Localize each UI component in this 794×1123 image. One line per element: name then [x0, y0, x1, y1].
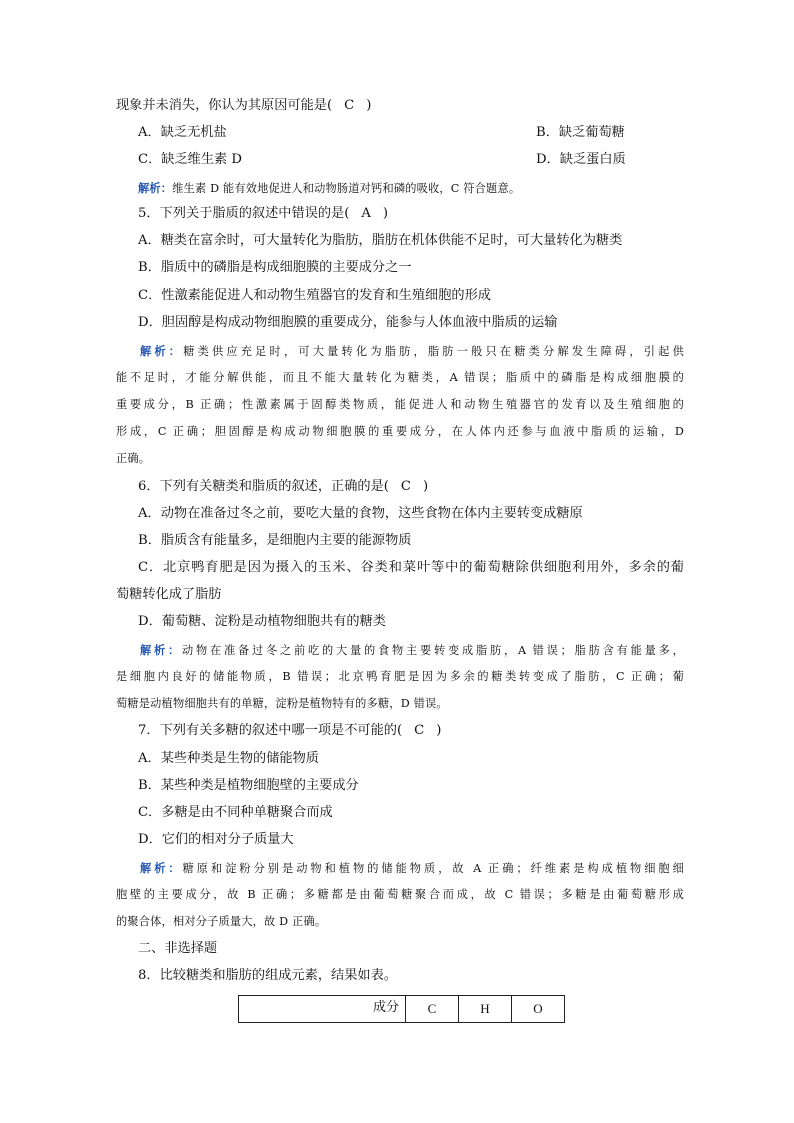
q7-option-b: B．某些种类是植物细胞壁的主要成分 — [138, 778, 359, 793]
q4-options-row2 — [138, 151, 684, 169]
q7-answer: C — [414, 723, 425, 738]
q7-option-d: D．它们的相对分子质量大 — [138, 832, 294, 847]
q5-answer: A — [361, 206, 371, 221]
q5-option-c: C．性激素能促进人和动物生殖器官的发育和生殖细胞的形成 — [138, 288, 491, 303]
q4-stem: 现象并未消失，你认为其原因可能是( C ) — [116, 98, 372, 113]
table-header-row — [239, 996, 565, 1023]
q6-option-d: D．葡萄糖、淀粉是动植物细胞共有的糖类 — [138, 614, 386, 629]
q7-option-a: A．某些种类是生物的储能物质 — [138, 751, 319, 766]
section-heading: 二、非选择题 — [138, 941, 218, 956]
q6-option-c-line1: C．北京鸭育肥是因为摄入的玉米、谷类和菜叶等中的葡萄糖除供细胞利用外，多余的葡 — [138, 560, 684, 575]
q5-explanation-line5: 正确。 — [116, 452, 151, 465]
q5-explanation-line1: 解析：糖类供应充足时，可大量转化为脂肪，脂肪一般只在糖类分解发生障碍，引起供 — [140, 344, 684, 358]
q5-explanation-line2: 能不足时，才能分解供能，而且不能大量转化为糖类，A 错误；脂质中的磷脂是构成细胞膜的 — [116, 371, 684, 384]
q5-option-b: B．脂质中的磷脂是构成细胞膜的主要成分之一 — [138, 260, 412, 275]
explanation-label: 解析： — [138, 181, 173, 195]
q4-explanation: 解析：维生素 D 能有效地促进人和动物肠道对钙和磷的吸收，C 符合题意。 — [138, 181, 521, 195]
q8-table — [238, 995, 565, 1023]
table-header-cell: O — [512, 996, 565, 1023]
q5-explanation-line4: 形成，C 正确；胆固醇是构成动物细胞膜的重要成分，在人体内还参与血液中脂质的运输，D — [116, 425, 684, 438]
q4-option-a: A．缺乏无机盐 — [138, 125, 227, 140]
q6-explanation-line2: 是细胞内良好的储能物质，B 错误；北京鸭育肥是因为多余的糖类转变成了脂肪，C 正确；葡 — [116, 670, 684, 683]
q6-answer: C — [400, 479, 412, 494]
table-header-cell: H — [459, 996, 512, 1023]
q4-answer: C — [344, 98, 355, 113]
q6-explanation-line1: 解析：动物在准备过冬之前吃的大量的食物主要转变成脂肪，A 错误；脂肪含有能量多， — [140, 643, 684, 657]
q5-stem: 5．下列关于脂质的叙述中错误的是( A ) — [138, 206, 389, 221]
q6-option-a: A．动物在准备过冬之前，要吃大量的食物，这些食物在体内主要转变成糖原 — [138, 506, 583, 521]
q7-stem: 7．下列有关多糖的叙述中哪一项是不可能的( C ) — [138, 723, 442, 738]
q7-explanation-line3: 的聚合体，相对分子质量大，故 D 正确。 — [116, 915, 327, 928]
q8-stem: 8．比较糖类和脂肪的组成元素，结果如表。 — [138, 968, 397, 983]
table-header-cell: C — [406, 996, 459, 1023]
q7-explanation-line1: 解析：糖原和淀粉分别是动物和植物的储能物质，故 A 正确；纤维素是构成植物细胞细 — [140, 861, 685, 875]
q6-option-c-line2: 萄糖转化成了脂肪 — [116, 587, 222, 602]
q5-explanation-line3: 重要成分，B 正确；性激素属于固醇类物质，能促进人和动物生殖器官的发育以及生殖细胞的 — [116, 398, 684, 411]
q7-explanation-line2: 胞壁的主要成分，故 B 正确；多糖都是由葡萄糖聚合而成，故 C 错误；多糖是由葡萄糖形成 — [116, 888, 684, 901]
q6-stem: 6．下列有关糖类和脂质的叙述，正确的是( C ) — [138, 479, 429, 494]
table-header-cell: 成分 — [239, 996, 406, 1023]
q6-explanation-line3: 萄糖是动植物细胞共有的单糖，淀粉是植物特有的多糖，D 错误。 — [116, 697, 448, 710]
q4-options-row1 — [138, 124, 684, 142]
q4-option-c: C．缺乏维生素 D — [138, 152, 242, 167]
q4-option-d: D．缺乏蛋白质 — [536, 152, 626, 167]
q5-option-a: A．糖类在富余时，可大量转化为脂肪，脂肪在机体供能不足时，可大量转化为糖类 — [138, 233, 623, 248]
q6-option-b: B．脂质含有能量多，是细胞内主要的能源物质 — [138, 533, 412, 548]
q4-option-b: B．缺乏葡萄糖 — [536, 125, 625, 140]
q7-option-c: C．多糖是由不同种单糖聚合而成 — [138, 805, 333, 820]
q5-option-d: D．胆固醇是构成动物细胞膜的重要成分，能参与人体血液中脂质的运输 — [138, 315, 558, 330]
